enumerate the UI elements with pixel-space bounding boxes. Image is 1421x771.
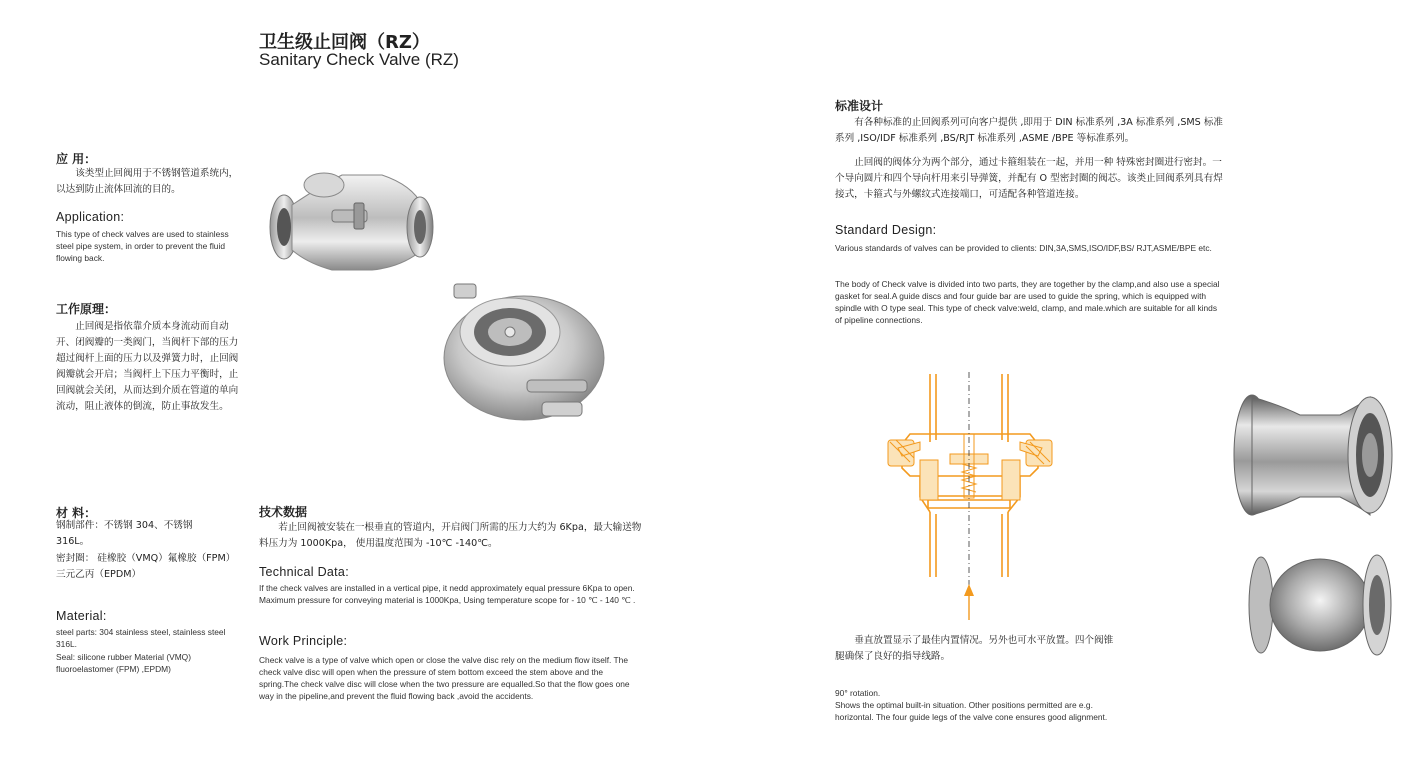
- material-en-heading: Material:: [56, 609, 107, 623]
- work-en-text: Check valve is a type of valve which open or close the valve disc rely on the medium flow itself. The check valve disc will open when the pressure of stem bottom exceed the stem above and the spring.The check valve disc will close when the two pressure are equalled.So that the flow goes one way in the pipeline,and prevent the fluid flowing back ,avoid the accidents.: [259, 655, 630, 701]
- principle-cn-text: 止回阀是指依靠介质本身流动而自动开、闭阀瓣的一类阀门，当阀杆下部的压力超过阀杆上面的压力以及弹簧力时，止回阀阀瓣就会开启；当阀杆上下压力平衡时，止回阀就会关闭，从而达到介质在管道的单向流动，阻止液体的倒流，防止事故发生。: [56, 321, 239, 412]
- work-en-heading: Work Principle:: [259, 634, 348, 648]
- valve-cross-section-diagram: [880, 372, 1060, 624]
- check-valve-photo-body-1: [1230, 385, 1395, 530]
- tech-en-heading: Technical Data:: [259, 565, 349, 579]
- page-title-cn: 卫生级止回阀（RZ）: [259, 32, 430, 53]
- diagram-caption-en-1: 90° rotation.: [835, 688, 881, 698]
- std-cn-heading: 标准设计: [835, 99, 884, 113]
- tech-cn-heading: 技术数据: [259, 505, 308, 519]
- std-cn-text1: 有各种标准的止回阀系列可向客户提供 ,即用于 DIN 标准系列 ,3A 标准系列 ,SMS 标准系列 ,ISO/IDF 标准系列 ,BS/RJT 标准系列 ,ASME /BPE 等标准系列。: [835, 117, 1224, 144]
- tech-en-text: If the check valves are installed in a vertical pipe, it nedd approximately equal pressure 6Kpa to open. Maximum pressure for conveying material is 1000Kpa, Using temperature scope for - 10 ℃ - 140 ℃ .: [259, 583, 636, 605]
- material-en-seal: Seal: silicone rubber Material (VMQ) fluoroelastomer (FPM) ,EPDM): [56, 652, 191, 674]
- application-en-text: This type of check valves are used to stainless steel pipe system, in order to prevent the fluid flowing back.: [56, 229, 229, 263]
- material-en-text: steel parts: 304 stainless steel, stainless steel 316L.: [56, 627, 226, 649]
- std-cn-text2: 止回阀的阀体分为两个部分，通过卡箍组装在一起，并用一种 特殊密封圈进行密封。一个导向圆片和四个导向杆用来引导弹簧，并配有 O 型密封圈的阀芯。该类止回阀系列具有焊接式，卡箍式与外螺纹式连接端口，可适配各种管道连接。: [835, 157, 1223, 200]
- material-cn-line2: 密封圈： 硅橡胶（VMQ）氟橡胶（FPM）三元乙丙（EPDM）: [56, 553, 231, 580]
- check-valve-photo-side: [262, 155, 442, 280]
- principle-cn-heading: 工作原理：: [56, 302, 117, 316]
- diagram-caption-en-2: Shows the optimal built-in situation. Other positions permitted are e.g. horizontal. The four guide legs of the valve cone ensures good alignment.: [835, 700, 1108, 722]
- std-en-text1: Various standards of valves can be provided to clients: DIN,3A,SMS,ISO/IDF,BS/ RJT,ASME/BPE etc.: [835, 243, 1212, 253]
- page-title-en: Sanitary Check Valve (RZ): [259, 50, 459, 69]
- check-valve-photo-open: [432, 280, 610, 430]
- std-en-text2: The body of Check valve is divided into two parts, they are together by the clamp,and also use a special gasket for seal.A guide discs and four guide bar are used to guide the spring, which is equipped with spindle with O type seal. This type of check valve:weld, clamp, and male.which are suitable for all kinds of pipeline connections.: [835, 279, 1220, 325]
- application-cn-text: 该类型止回阀用于不锈钢管道系统内，以达到防止流体回流的目的。: [56, 168, 239, 195]
- tech-cn-text: 若止回阀被安装在一根垂直的管道内，开启阀门所需的压力大约为 6Kpa，最大输送物料压力为 1000Kpa， 使用温度范围为 -10℃ -140℃。: [259, 522, 642, 549]
- diagram-caption-cn: 垂直放置显示了最佳内置情况。另外也可水平放置。四个阀锥腿确保了良好的指导线路。: [835, 635, 1114, 662]
- check-valve-photo-body-2: [1245, 545, 1395, 665]
- std-en-heading: Standard Design:: [835, 223, 937, 237]
- material-cn-line1: 钢制部件：不锈钢 304、不锈钢 316L。: [56, 520, 193, 547]
- application-en-heading: Application:: [56, 210, 125, 224]
- material-cn-heading: 材 料：: [56, 506, 97, 520]
- application-cn-heading: 应 用：: [56, 152, 97, 166]
